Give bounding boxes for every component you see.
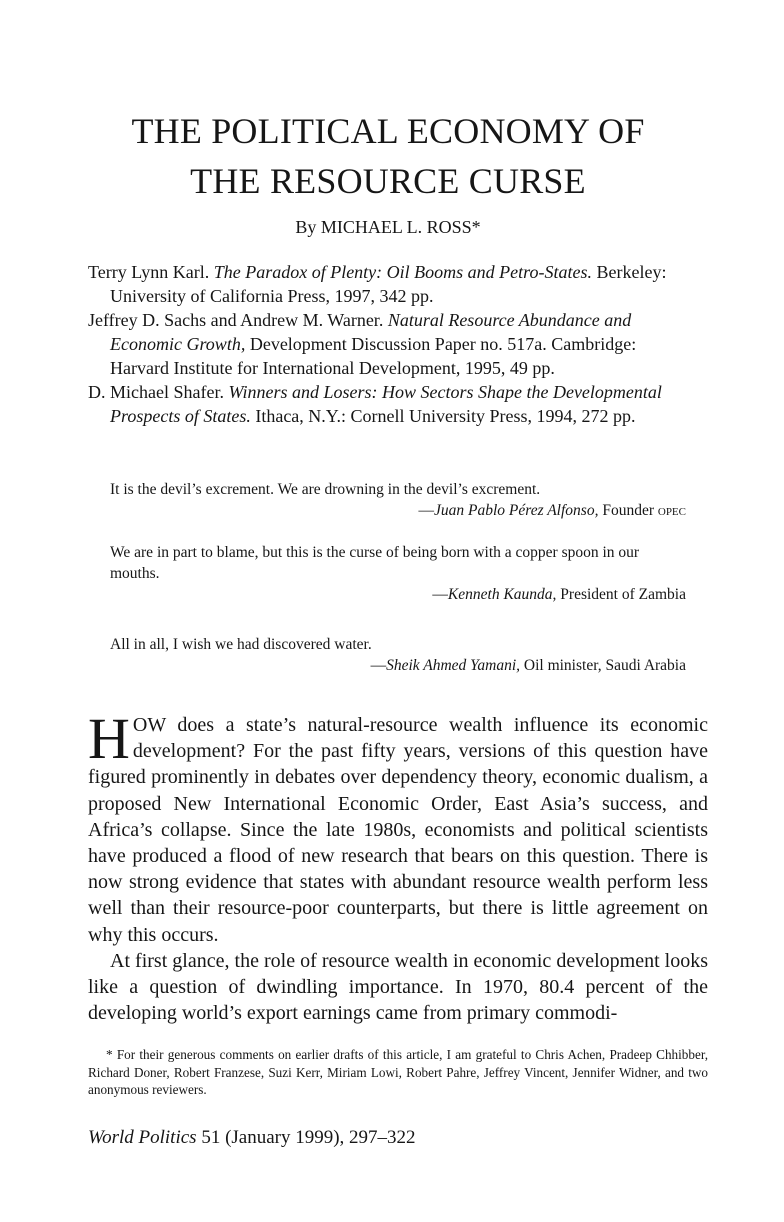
journal-name: World Politics [88, 1127, 197, 1148]
work-title: Natural Resource Abundance and Economic Growth, [110, 310, 632, 354]
epigraph-quote: All in all, I wish we had discovered water. [110, 636, 372, 653]
epigraph-quote: We are in part to blame, but this is the curse of being born with a copper spoon in our mouths. [110, 544, 640, 582]
reviewed-work: D. Michael Shafer. Winners and Losers: How Sectors Shape the Developmental Prospects of States. Ithaca, N.Y.: Cornell University Press, 1994, 272 pp. [88, 382, 662, 426]
footnote [88, 1046, 708, 1099]
epigraph [110, 479, 686, 521]
body-paragraph: HOW does a state’s natural-resource wealth influence its economic development? For the past fifty years, versions of this question have figured prominently in debates over dependency theory, economic dualism, a proposed New International Economic Order, East Asia’s success, and Africa’s collapse. Since the late 1980s, economists and political scientists have produced a flood of new research that bears on this question. There is now strong evidence that states with abundant resource wealth perform less well than their resource-poor counterparts, but there is little agreement on why this occurs. [88, 706, 708, 946]
reviewed-work: Jeffrey D. Sachs and Andrew M. Warner. Natural Resource Abundance and Economic Growth, Development Discussion Paper no. 517a. Cambridge: Harvard Institute for International Development, 1995, 49 pp. [88, 310, 637, 378]
reviewed-work: Terry Lynn Karl. The Paradox of Plenty: Oil Booms and Petro-States. Berkeley: University of California Press, 1997, 342 pp. [88, 262, 667, 306]
epigraph-quote: It is the devil’s excrement. We are drowning in the devil’s excrement. [110, 481, 541, 498]
epigraph-attribution: —Juan Pablo Pérez Alfonso, Founder opec [418, 502, 686, 519]
epigraphs [110, 479, 686, 674]
drop-cap: H [88, 706, 130, 771]
title-line-1: THE POLITICAL ECONOMY OF [131, 111, 645, 151]
epigraph-attribution: —Kenneth Kaunda, President of Zambia [432, 586, 686, 603]
author-byline: By MICHAEL L. ROSS* [295, 217, 481, 237]
article-body [88, 706, 708, 1026]
reviewed-works-list [88, 260, 698, 428]
journal-citation [88, 1126, 416, 1150]
epigraph [110, 542, 686, 605]
work-title: Winners and Losers: How Sectors Shape the Developmental Prospects of States. [110, 382, 662, 426]
title-line-2: THE RESOURCE CURSE [190, 161, 586, 201]
journal-issue: 51 (January 1999), 297–322 [196, 1127, 416, 1148]
work-title: The Paradox of Plenty: Oil Booms and Petro-States. [213, 262, 592, 282]
epigraph [110, 634, 686, 676]
epigraph-attribution: —Sheik Ahmed Yamani, Oil minister, Saudi Arabia [370, 657, 686, 674]
body-paragraph: At first glance, the role of resource wealth in economic development looks like a question of dwindling importance. In 1970, 80.4 percent of the developing world’s export earnings came from primary commodi- [88, 949, 708, 1025]
footnote-text: * For their generous comments on earlier drafts of this article, I am grateful to Chris Achen, Pradeep Chhibber, Richard Doner, Robert Franzese, Suzi Kerr, Miriam Lowi, Robert Pahre, Jeffrey Vincent, Jennifer Widner, and two anonymous reviewers. [88, 1047, 708, 1097]
article-title [88, 106, 688, 206]
